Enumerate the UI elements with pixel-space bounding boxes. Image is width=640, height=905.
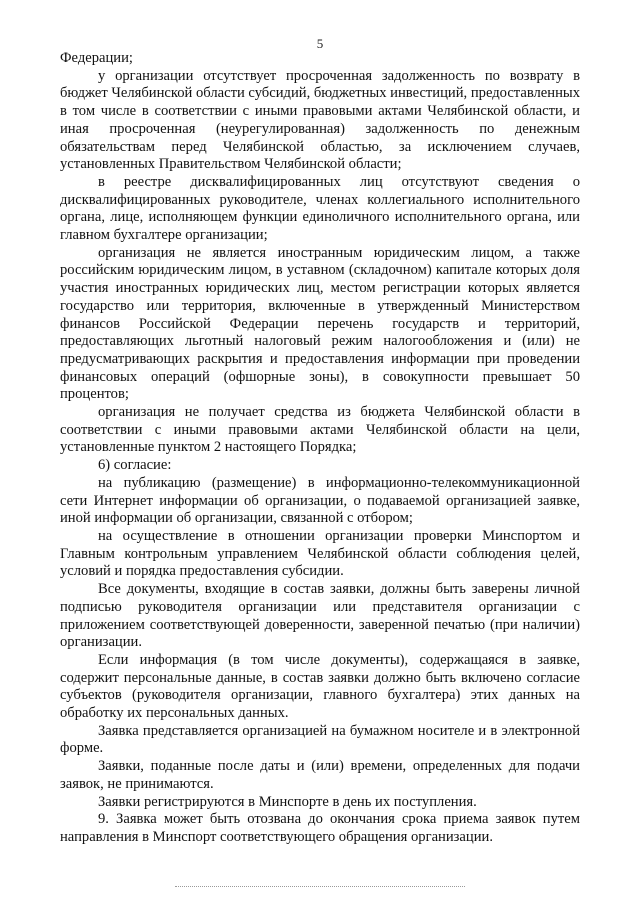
paragraph: Если информация (в том числе документы), содержащаяся в заявке, содержит персональные данные, в состав заявки должно быть включено согласие субъектов (руководителя организации, главного бухгалтера) этих данных на обработку их персональных данных.	[60, 651, 580, 722]
paragraph: Заявки, поданные после даты и (или) времени, определенных для подачи заявок, не принимаются.	[60, 758, 580, 792]
paragraph: организация не получает средства из бюджета Челябинской области в соответствии с иными правовыми актами Челябинской области на цели, установленные пунктом 2 настоящего Порядка;	[60, 404, 580, 456]
paragraph: Заявки регистрируются в Минспорте в день их поступления.	[98, 793, 477, 810]
numbered-paragraph: 9. Заявка может быть отозвана до окончания срока приема заявок путем направления в Минспорт соответствующего обращения организации.	[60, 811, 580, 845]
paragraph: у организации отсутствует просроченная задолженность по возврату в бюджет Челябинской области субсидий, бюджетных инвестиций, предоставленных в том числе в соответствии с иными правовыми актами Челябинской области, и иная просроченная (неурегулированная) задолженность по денежным обязательствам перед Челябинской областью, за исключением случаев, установленных Правительством Челябинской области;	[60, 67, 581, 173]
subitem-heading: 6) согласие:	[98, 457, 172, 474]
document-body	[60, 50, 580, 847]
paragraph: на публикацию (размещение) в информационно-телекоммуникационной сети Интернет информации об организации, о подаваемой организацией заявке, иной информации об организации, связанной с отбором;	[60, 474, 580, 527]
scan-footer-mark	[175, 886, 465, 887]
paragraph: Федерации;	[60, 50, 133, 66]
paragraph: в реестре дисквалифицированных лиц отсутствуют сведения о дисквалифицированных руководителе, членах коллегиального исполнительного органа, лице, исполняющем функции единоличного исполнительного органа, или главном бухгалтере организации;	[60, 173, 580, 244]
paragraph: организация не является иностранным юридическим лицом, а также российским юридическим лицом, в уставном (складочном) капитале которых доля участия иностранных юридических лиц, местом регистрации которых является государство или территория, включенные в утвержденный Министерством финансов Российской Федерации перечень государств и территорий, предоставляющих льготный налоговый режим налогообложения и (или) не предусматривающих раскрытия и предоставления информации при проведении финансовых операций (офшорные зоны), в совокупности превышает 50 процентов;	[60, 244, 580, 403]
paragraph: на осуществление в отношении организации проверки Минспортом и Главным контрольным управлением Челябинской области соблюдения целей, условий и порядка предоставления субсидии.	[60, 527, 580, 580]
paragraph: Заявка представляется организацией на бумажном носителе и в электронной форме.	[60, 722, 580, 757]
paragraph: Все документы, входящие в состав заявки, должны быть заверены личной подписью руководителя организации или представителя организации с приложением соответствующей доверенности, заверенной печатью (при наличии) организации.	[60, 581, 580, 651]
page-number: 5	[316, 36, 324, 51]
